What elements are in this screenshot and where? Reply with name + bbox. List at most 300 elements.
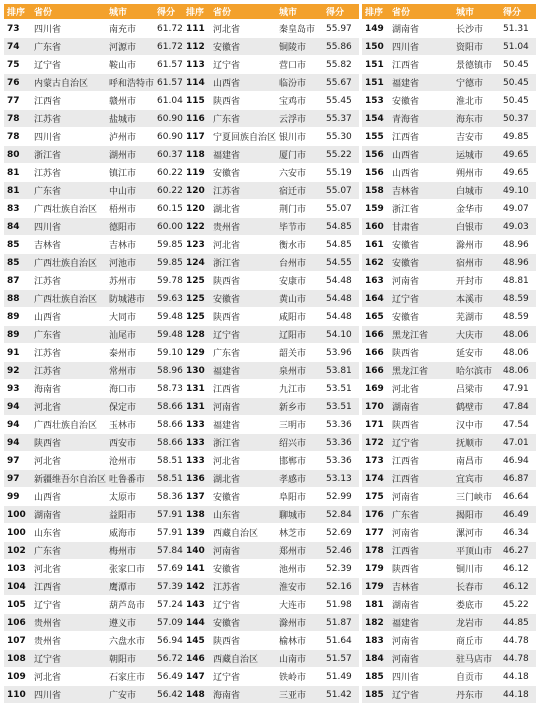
table-row[interactable] bbox=[183, 650, 359, 668]
score-cell: 54.48 bbox=[323, 290, 359, 308]
rank-header[interactable]: 排序 bbox=[183, 4, 210, 20]
province-cell: 河南省 bbox=[389, 650, 453, 668]
table-row[interactable] bbox=[362, 272, 536, 290]
rank-header[interactable]: 排序 bbox=[4, 4, 31, 20]
table-row[interactable] bbox=[362, 524, 536, 542]
rank-cell: 159 bbox=[362, 200, 389, 218]
table-row[interactable] bbox=[183, 398, 359, 416]
table-row[interactable] bbox=[183, 272, 359, 290]
table-row[interactable] bbox=[4, 218, 190, 236]
score-header[interactable]: 得分 bbox=[323, 4, 359, 20]
table-row[interactable] bbox=[183, 668, 359, 686]
province-cell: 河北省 bbox=[31, 398, 106, 416]
table-row[interactable] bbox=[183, 110, 359, 128]
rank-cell: 156 bbox=[362, 146, 389, 164]
province-cell: 四川省 bbox=[31, 128, 106, 146]
province-cell: 辽宁省 bbox=[210, 326, 276, 344]
province-cell: 福建省 bbox=[389, 74, 453, 92]
city-cell: 梧州市 bbox=[106, 200, 154, 218]
table-row[interactable] bbox=[183, 470, 359, 488]
table-row[interactable] bbox=[4, 74, 190, 92]
score-cell: 49.03 bbox=[500, 218, 536, 236]
province-cell: 海南省 bbox=[31, 380, 106, 398]
table-row[interactable] bbox=[4, 38, 190, 56]
table-row[interactable] bbox=[183, 290, 359, 308]
table-row[interactable] bbox=[4, 596, 190, 614]
score-cell: 53.81 bbox=[323, 362, 359, 380]
table-row[interactable] bbox=[362, 326, 536, 344]
table-row[interactable] bbox=[183, 416, 359, 434]
table-row[interactable] bbox=[183, 560, 359, 578]
table-row[interactable] bbox=[183, 326, 359, 344]
province-cell: 辽宁省 bbox=[389, 434, 453, 452]
table-row[interactable] bbox=[4, 614, 190, 632]
rank-cell: 85 bbox=[4, 236, 31, 254]
city-cell: 三门峡市 bbox=[453, 488, 500, 506]
table-row[interactable] bbox=[4, 542, 190, 560]
score-cell: 50.45 bbox=[500, 56, 536, 74]
rank-cell: 129 bbox=[183, 344, 210, 362]
table-row[interactable] bbox=[4, 578, 190, 596]
province-cell: 浙江省 bbox=[389, 200, 453, 218]
rank-cell: 94 bbox=[4, 398, 31, 416]
table-row[interactable] bbox=[4, 632, 190, 650]
city-cell: 大连市 bbox=[276, 596, 323, 614]
rank-cell: 115 bbox=[183, 92, 210, 110]
province-cell: 广西壮族自治区 bbox=[31, 254, 106, 272]
rank-cell: 182 bbox=[362, 614, 389, 632]
table-row[interactable] bbox=[183, 380, 359, 398]
table-row[interactable] bbox=[183, 344, 359, 362]
city-cell: 厦门市 bbox=[276, 146, 323, 164]
table-row[interactable] bbox=[362, 578, 536, 596]
table-row[interactable] bbox=[362, 362, 536, 380]
table-row[interactable] bbox=[183, 524, 359, 542]
table-row[interactable] bbox=[183, 452, 359, 470]
table-row[interactable] bbox=[4, 308, 190, 326]
city-cell: 商丘市 bbox=[453, 632, 500, 650]
table-row[interactable] bbox=[4, 146, 190, 164]
city-cell: 宁德市 bbox=[453, 74, 500, 92]
table-row[interactable] bbox=[4, 686, 190, 704]
score-cell: 44.85 bbox=[500, 614, 536, 632]
city-cell: 大同市 bbox=[106, 308, 154, 326]
table-row[interactable] bbox=[4, 380, 190, 398]
rank-cell: 87 bbox=[4, 272, 31, 290]
rank-cell: 171 bbox=[362, 416, 389, 434]
city-cell: 石家庄市 bbox=[106, 668, 154, 686]
table-row[interactable] bbox=[4, 560, 190, 578]
rank-cell: 141 bbox=[183, 560, 210, 578]
score-cell: 54.85 bbox=[323, 236, 359, 254]
table-row[interactable] bbox=[362, 650, 536, 668]
province-cell: 广东省 bbox=[389, 506, 453, 524]
table-row[interactable] bbox=[183, 686, 359, 704]
city-cell: 抚顺市 bbox=[453, 434, 500, 452]
province-cell: 陕西省 bbox=[31, 434, 106, 452]
table-header-row bbox=[362, 4, 536, 20]
table-row[interactable] bbox=[183, 506, 359, 524]
score-cell: 61.72 bbox=[154, 38, 190, 56]
score-cell: 54.48 bbox=[323, 272, 359, 290]
table-row[interactable] bbox=[4, 344, 190, 362]
table-row[interactable] bbox=[4, 290, 190, 308]
city-cell: 南昌市 bbox=[453, 452, 500, 470]
city-cell: 宿州市 bbox=[453, 254, 500, 272]
city-cell: 海口市 bbox=[106, 380, 154, 398]
ranking-rows-2 bbox=[183, 20, 359, 704]
score-cell: 55.30 bbox=[323, 128, 359, 146]
score-cell: 61.57 bbox=[154, 56, 190, 74]
rank-cell: 138 bbox=[183, 506, 210, 524]
score-cell: 44.78 bbox=[500, 650, 536, 668]
table-row[interactable] bbox=[362, 506, 536, 524]
table-row[interactable] bbox=[362, 290, 536, 308]
score-cell: 60.22 bbox=[154, 164, 190, 182]
city-cell: 长春市 bbox=[453, 578, 500, 596]
city-cell: 运城市 bbox=[453, 146, 500, 164]
table-row[interactable] bbox=[362, 308, 536, 326]
score-cell: 46.12 bbox=[500, 560, 536, 578]
rank-cell: 158 bbox=[362, 182, 389, 200]
rank-cell: 150 bbox=[362, 38, 389, 56]
province-header[interactable]: 省份 bbox=[210, 4, 276, 20]
table-row[interactable] bbox=[362, 56, 536, 74]
score-cell: 52.84 bbox=[323, 506, 359, 524]
table-row[interactable] bbox=[183, 578, 359, 596]
province-cell: 江苏省 bbox=[210, 578, 276, 596]
rank-cell: 185 bbox=[362, 686, 389, 704]
city-cell: 荆门市 bbox=[276, 200, 323, 218]
province-cell: 江西省 bbox=[389, 56, 453, 74]
city-cell: 宜宾市 bbox=[453, 470, 500, 488]
table-row[interactable] bbox=[183, 254, 359, 272]
table-row[interactable] bbox=[4, 524, 190, 542]
score-cell: 48.96 bbox=[500, 236, 536, 254]
table-row[interactable] bbox=[4, 56, 190, 74]
province-cell: 西藏自治区 bbox=[210, 524, 276, 542]
table-row[interactable] bbox=[183, 488, 359, 506]
table-row[interactable] bbox=[362, 110, 536, 128]
rank-cell: 80 bbox=[4, 146, 31, 164]
ranking-rows-1 bbox=[4, 20, 190, 704]
table-row[interactable] bbox=[4, 164, 190, 182]
province-cell: 吉林省 bbox=[389, 578, 453, 596]
province-cell: 江苏省 bbox=[31, 110, 106, 128]
table-row[interactable] bbox=[183, 596, 359, 614]
table-row[interactable] bbox=[362, 380, 536, 398]
score-cell: 46.27 bbox=[500, 542, 536, 560]
table-row[interactable] bbox=[183, 128, 359, 146]
score-cell: 53.51 bbox=[323, 380, 359, 398]
province-cell: 福建省 bbox=[389, 614, 453, 632]
table-row[interactable] bbox=[4, 92, 190, 110]
table-row[interactable] bbox=[4, 200, 190, 218]
table-row[interactable] bbox=[183, 146, 359, 164]
table-row[interactable] bbox=[362, 254, 536, 272]
rank-cell: 81 bbox=[4, 164, 31, 182]
city-cell: 滁州市 bbox=[453, 236, 500, 254]
table-row[interactable] bbox=[183, 20, 359, 38]
province-cell: 山东省 bbox=[31, 524, 106, 542]
table-row[interactable] bbox=[362, 614, 536, 632]
city-cell: 德阳市 bbox=[106, 218, 154, 236]
rank-cell: 163 bbox=[362, 272, 389, 290]
table-row[interactable] bbox=[362, 470, 536, 488]
province-cell: 广西壮族自治区 bbox=[31, 416, 106, 434]
score-cell: 53.36 bbox=[323, 452, 359, 470]
province-cell: 山西省 bbox=[31, 308, 106, 326]
rank-cell: 116 bbox=[183, 110, 210, 128]
rank-cell: 166 bbox=[362, 344, 389, 362]
table-row[interactable] bbox=[183, 56, 359, 74]
table-row[interactable] bbox=[362, 452, 536, 470]
city-cell: 大庆市 bbox=[453, 326, 500, 344]
table-row[interactable] bbox=[4, 452, 190, 470]
rank-cell: 131 bbox=[183, 380, 210, 398]
table-row[interactable] bbox=[362, 416, 536, 434]
score-cell: 59.85 bbox=[154, 254, 190, 272]
city-cell: 苏州市 bbox=[106, 272, 154, 290]
city-cell: 铜川市 bbox=[453, 560, 500, 578]
province-cell: 贵州省 bbox=[31, 614, 106, 632]
city-cell: 云浮市 bbox=[276, 110, 323, 128]
rank-cell: 109 bbox=[4, 668, 31, 686]
city-cell: 韶关市 bbox=[276, 344, 323, 362]
province-cell: 宁夏回族自治区 bbox=[210, 128, 276, 146]
table-row[interactable] bbox=[4, 416, 190, 434]
province-cell: 广东省 bbox=[210, 110, 276, 128]
rank-cell: 137 bbox=[183, 488, 210, 506]
score-cell: 61.72 bbox=[154, 20, 190, 38]
table-row[interactable] bbox=[183, 632, 359, 650]
city-cell: 衡水市 bbox=[276, 236, 323, 254]
province-cell: 江苏省 bbox=[210, 182, 276, 200]
ranking-panel-3 bbox=[362, 4, 536, 704]
city-header[interactable]: 城市 bbox=[276, 4, 323, 20]
city-cell: 南充市 bbox=[106, 20, 154, 38]
score-cell: 46.34 bbox=[500, 524, 536, 542]
table-row[interactable] bbox=[362, 146, 536, 164]
table-row[interactable] bbox=[362, 182, 536, 200]
city-cell: 海东市 bbox=[453, 110, 500, 128]
table-row[interactable] bbox=[4, 182, 190, 200]
table-row[interactable] bbox=[183, 614, 359, 632]
ranking-table-1 bbox=[4, 4, 190, 704]
province-header[interactable]: 省份 bbox=[389, 4, 453, 20]
score-cell: 54.48 bbox=[323, 308, 359, 326]
table-row[interactable] bbox=[4, 434, 190, 452]
city-cell: 六盘水市 bbox=[106, 632, 154, 650]
score-cell: 59.10 bbox=[154, 344, 190, 362]
rank-cell: 178 bbox=[362, 542, 389, 560]
table-row[interactable] bbox=[4, 488, 190, 506]
city-cell: 九江市 bbox=[276, 380, 323, 398]
table-row[interactable] bbox=[362, 668, 536, 686]
table-row[interactable] bbox=[362, 164, 536, 182]
rank-cell: 161 bbox=[362, 236, 389, 254]
city-cell: 朝阳市 bbox=[106, 650, 154, 668]
province-cell: 安徽省 bbox=[389, 236, 453, 254]
score-cell: 60.00 bbox=[154, 218, 190, 236]
table-row[interactable] bbox=[4, 398, 190, 416]
table-row[interactable] bbox=[362, 488, 536, 506]
score-cell: 54.85 bbox=[323, 218, 359, 236]
rank-cell: 133 bbox=[183, 452, 210, 470]
rank-cell: 133 bbox=[183, 416, 210, 434]
table-row[interactable] bbox=[183, 362, 359, 380]
city-cell: 龙岩市 bbox=[453, 614, 500, 632]
score-header[interactable]: 得分 bbox=[154, 4, 190, 20]
score-header[interactable]: 得分 bbox=[500, 4, 536, 20]
city-cell: 宿迁市 bbox=[276, 182, 323, 200]
table-row[interactable] bbox=[362, 398, 536, 416]
province-cell: 广东省 bbox=[31, 326, 106, 344]
city-cell: 临汾市 bbox=[276, 74, 323, 92]
city-header[interactable]: 城市 bbox=[106, 4, 154, 20]
table-row[interactable] bbox=[183, 218, 359, 236]
score-cell: 61.57 bbox=[154, 74, 190, 92]
rank-cell: 149 bbox=[362, 20, 389, 38]
table-row[interactable] bbox=[362, 20, 536, 38]
province-header[interactable]: 省份 bbox=[31, 4, 106, 20]
score-cell: 59.85 bbox=[154, 236, 190, 254]
table-row[interactable] bbox=[362, 542, 536, 560]
table-row[interactable] bbox=[183, 542, 359, 560]
score-cell: 54.55 bbox=[323, 254, 359, 272]
city-header[interactable]: 城市 bbox=[453, 4, 500, 20]
rank-cell: 181 bbox=[362, 596, 389, 614]
city-cell: 泰州市 bbox=[106, 344, 154, 362]
city-cell: 资阳市 bbox=[453, 38, 500, 56]
table-row[interactable] bbox=[4, 668, 190, 686]
table-row[interactable] bbox=[362, 92, 536, 110]
table-row[interactable] bbox=[183, 308, 359, 326]
score-cell: 47.54 bbox=[500, 416, 536, 434]
table-row[interactable] bbox=[183, 92, 359, 110]
province-cell: 辽宁省 bbox=[389, 686, 453, 704]
table-row[interactable] bbox=[362, 632, 536, 650]
score-cell: 47.91 bbox=[500, 380, 536, 398]
score-cell: 58.66 bbox=[154, 398, 190, 416]
rank-cell: 110 bbox=[4, 686, 31, 704]
table-row[interactable] bbox=[362, 218, 536, 236]
province-cell: 江西省 bbox=[31, 578, 106, 596]
table-row[interactable] bbox=[4, 650, 190, 668]
score-cell: 51.04 bbox=[500, 38, 536, 56]
score-cell: 61.04 bbox=[154, 92, 190, 110]
score-cell: 60.90 bbox=[154, 128, 190, 146]
table-row[interactable] bbox=[4, 470, 190, 488]
city-cell: 泸州市 bbox=[106, 128, 154, 146]
province-cell: 湖南省 bbox=[389, 398, 453, 416]
table-row[interactable] bbox=[183, 200, 359, 218]
score-cell: 44.18 bbox=[500, 668, 536, 686]
table-row[interactable] bbox=[4, 272, 190, 290]
table-row[interactable] bbox=[183, 74, 359, 92]
province-cell: 广西壮族自治区 bbox=[31, 290, 106, 308]
table-row[interactable] bbox=[4, 236, 190, 254]
rank-cell: 97 bbox=[4, 452, 31, 470]
province-cell: 湖北省 bbox=[210, 200, 276, 218]
city-cell: 平顶山市 bbox=[453, 542, 500, 560]
province-cell: 青海省 bbox=[389, 110, 453, 128]
table-row[interactable] bbox=[362, 686, 536, 704]
city-cell: 新乡市 bbox=[276, 398, 323, 416]
province-cell: 江苏省 bbox=[31, 272, 106, 290]
rank-cell: 184 bbox=[362, 650, 389, 668]
province-cell: 江西省 bbox=[31, 92, 106, 110]
table-row[interactable] bbox=[362, 74, 536, 92]
city-cell: 威海市 bbox=[106, 524, 154, 542]
city-cell: 揭阳市 bbox=[453, 506, 500, 524]
rank-cell: 145 bbox=[183, 632, 210, 650]
city-cell: 三明市 bbox=[276, 416, 323, 434]
province-cell: 辽宁省 bbox=[210, 56, 276, 74]
rank-header[interactable]: 排序 bbox=[362, 4, 389, 20]
score-cell: 58.51 bbox=[154, 470, 190, 488]
city-cell: 台州市 bbox=[276, 254, 323, 272]
city-cell: 西安市 bbox=[106, 434, 154, 452]
table-row[interactable] bbox=[4, 362, 190, 380]
table-row[interactable] bbox=[183, 38, 359, 56]
rank-cell: 100 bbox=[4, 524, 31, 542]
table-row[interactable] bbox=[183, 434, 359, 452]
table-row[interactable] bbox=[183, 164, 359, 182]
city-cell: 镇江市 bbox=[106, 164, 154, 182]
rank-cell: 114 bbox=[183, 74, 210, 92]
score-cell: 55.67 bbox=[323, 74, 359, 92]
table-row[interactable] bbox=[362, 200, 536, 218]
province-cell: 陕西省 bbox=[210, 308, 276, 326]
table-row[interactable] bbox=[362, 560, 536, 578]
table-row[interactable] bbox=[4, 326, 190, 344]
table-row[interactable] bbox=[362, 38, 536, 56]
rank-cell: 139 bbox=[183, 524, 210, 542]
table-row[interactable] bbox=[4, 20, 190, 38]
table-row[interactable] bbox=[183, 236, 359, 254]
table-row[interactable] bbox=[4, 128, 190, 146]
rank-cell: 179 bbox=[362, 578, 389, 596]
table-row[interactable] bbox=[362, 236, 536, 254]
province-cell: 山东省 bbox=[210, 506, 276, 524]
table-row[interactable] bbox=[183, 182, 359, 200]
province-cell: 广东省 bbox=[31, 38, 106, 56]
table-row[interactable] bbox=[362, 434, 536, 452]
score-cell: 55.37 bbox=[323, 110, 359, 128]
city-cell: 三亚市 bbox=[276, 686, 323, 704]
province-cell: 陕西省 bbox=[389, 560, 453, 578]
rank-cell: 176 bbox=[362, 506, 389, 524]
table-row[interactable] bbox=[362, 128, 536, 146]
score-cell: 52.69 bbox=[323, 524, 359, 542]
table-row[interactable] bbox=[4, 254, 190, 272]
province-cell: 浙江省 bbox=[210, 254, 276, 272]
table-row[interactable] bbox=[362, 344, 536, 362]
table-row[interactable] bbox=[4, 506, 190, 524]
province-cell: 江苏省 bbox=[31, 344, 106, 362]
rank-cell: 170 bbox=[362, 398, 389, 416]
rank-cell: 107 bbox=[4, 632, 31, 650]
rank-cell: 151 bbox=[362, 74, 389, 92]
province-cell: 吉林省 bbox=[31, 236, 106, 254]
rank-cell: 183 bbox=[362, 632, 389, 650]
table-row[interactable] bbox=[362, 596, 536, 614]
province-cell: 福建省 bbox=[210, 416, 276, 434]
score-cell: 53.51 bbox=[323, 398, 359, 416]
table-row[interactable] bbox=[4, 110, 190, 128]
province-cell: 安徽省 bbox=[210, 164, 276, 182]
